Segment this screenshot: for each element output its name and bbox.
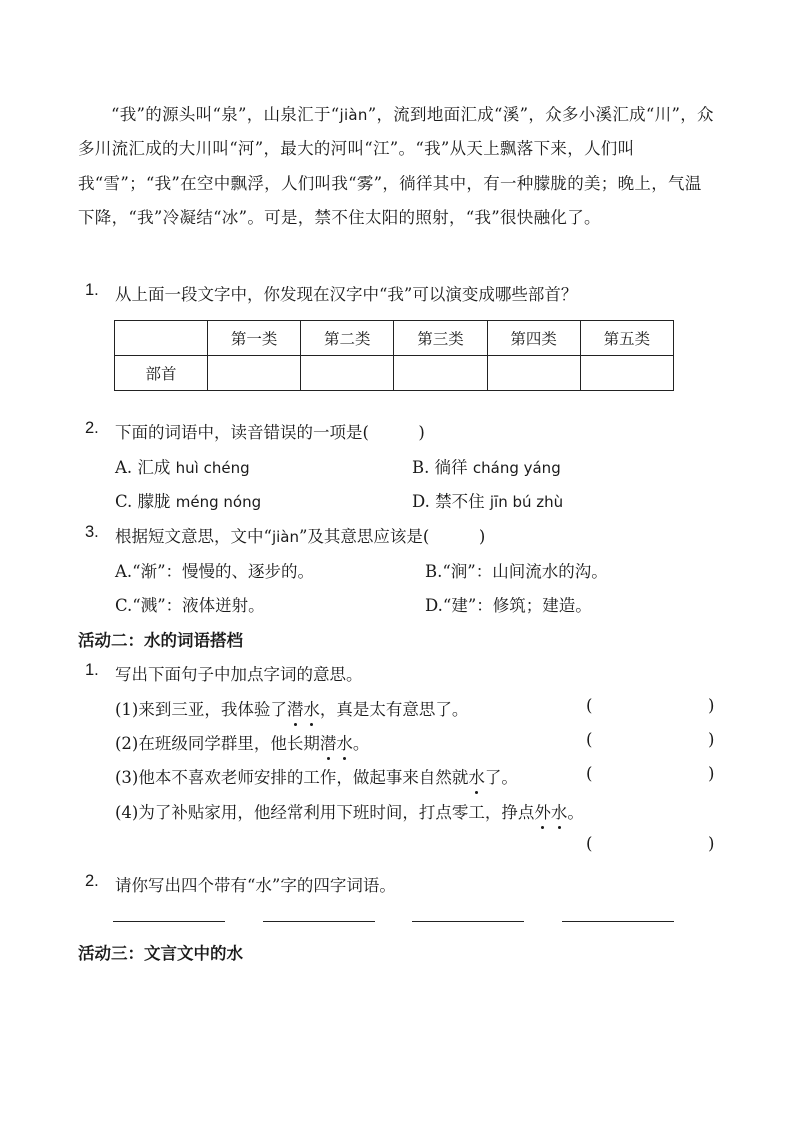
table-header-cell: 第一类 [208, 321, 301, 356]
passage-lead: “我”的源头叫“泉”，山泉汇于“ [111, 105, 340, 124]
q3-option-d[interactable]: D.“建”：修筑；建造。 [425, 596, 592, 615]
q3-option-c[interactable]: C.“溅”：液体迸射。 [115, 596, 265, 615]
table-header-cell: 第二类 [301, 321, 394, 356]
q3-text-b: ”及其意思应该是( ) [298, 527, 486, 546]
table-header-cell: 第四类 [487, 321, 580, 356]
dotted-char: 水 [336, 730, 353, 754]
option-pinyin: huì chéng [175, 459, 250, 477]
q3-option-a[interactable]: A.“渐”：慢慢的、逐步的。 [115, 562, 315, 581]
sentence-text: (2)在班级同学群里，他长期 [115, 734, 320, 753]
answer-cell[interactable] [208, 356, 301, 391]
radical-table-row [115, 356, 674, 391]
q2-option-c[interactable] [115, 488, 261, 512]
answer-cell[interactable] [301, 356, 394, 391]
option-label: A. 汇成 [115, 458, 171, 477]
q1-text: 从上面一段文字中，你发现在汉字中“我”可以演变成哪些部首？ [115, 285, 578, 304]
answer-open-bracket[interactable]: ( [586, 730, 593, 749]
sentence-item-1 [115, 696, 468, 720]
a2-q1-number: 1. [85, 661, 99, 679]
activity2-heading: 活动二：水的词语搭档 [78, 631, 243, 650]
radical-table-header-row [115, 321, 674, 356]
passage-rest: ”，流到地面汇成“溪”，众多小溪汇成“川”，众多川流汇成的大川叫“河”，最大的河叫“江”。“我”从天上飘落下来，人们叫我“雪”；“我”在空中飘浮，人们叫我“雾”，徜徉其中，有一种朦胧的美；晚上，气温下降，“我”冷凝结“冰”。可是，禁不住太阳的照射，“我”很快融化了。 [78, 105, 714, 228]
option-label: C. 朦胧 [115, 492, 171, 511]
dotted-char: 水 [551, 799, 568, 823]
answer-blank-1[interactable] [113, 920, 225, 922]
option-pinyin: jīn bú zhù [489, 493, 564, 511]
table-header-cell [115, 321, 208, 356]
sentence-text: 。 [352, 734, 370, 753]
radical-table [114, 320, 674, 391]
sentence-text: (3)他本不喜欢老师安排的工作，做起事来自然就 [115, 768, 469, 787]
q2-option-b[interactable] [412, 454, 561, 478]
option-label: B. 徜徉 [412, 458, 468, 477]
table-header-cell: 第三类 [394, 321, 487, 356]
q3-text [115, 523, 485, 547]
answer-cell[interactable] [394, 356, 487, 391]
q3-option-b[interactable]: B.“涧”：山间流水的沟。 [425, 562, 608, 581]
answer-blank-2[interactable] [263, 920, 375, 922]
dotted-char: 水 [303, 696, 320, 720]
sentence-item-4 [115, 799, 584, 823]
dotted-char: 水 [468, 764, 485, 788]
activity3-heading: 活动三：文言文中的水 [78, 944, 243, 963]
a2-q2-number: 2. [85, 872, 99, 890]
answer-close-bracket[interactable]: ) [708, 696, 715, 715]
sentence-text: 。 [567, 803, 584, 822]
table-row-label: 部首 [115, 356, 208, 391]
answer-open-bracket[interactable]: ( [586, 764, 593, 783]
answer-blank-4[interactable] [562, 920, 674, 922]
a2-q1-text: 写出下面句子中加点字词的意思。 [115, 665, 363, 684]
q2-option-d[interactable] [412, 488, 563, 512]
answer-cell[interactable] [580, 356, 673, 391]
sentence-text: 了。 [484, 768, 518, 787]
answer-close-bracket[interactable]: ) [708, 730, 715, 749]
answer-close-bracket[interactable]: ) [708, 834, 715, 853]
passage-pinyin: jiàn [339, 106, 368, 124]
answer-blank-3[interactable] [412, 920, 524, 922]
dotted-char: 潜 [287, 696, 304, 720]
sentence-text: (1)来到三亚，我体验了 [115, 700, 287, 719]
intro-passage [78, 98, 718, 236]
sentence-item-2 [115, 730, 369, 754]
q1-number: 1. [85, 281, 99, 299]
dotted-char: 潜 [320, 730, 337, 754]
a2-q2-text: 请你写出四个带有“水”字的四字词语。 [115, 876, 396, 895]
answer-cell[interactable] [487, 356, 580, 391]
sentence-text: ，真是太有意思了。 [319, 700, 469, 719]
q3-number: 3. [85, 523, 99, 541]
table-header-cell: 第五类 [580, 321, 673, 356]
option-label: D. 禁不住 [412, 492, 485, 511]
q2-text: 下面的词语中，读音错误的一项是( ) [115, 423, 425, 442]
answer-close-bracket[interactable]: ) [708, 764, 715, 783]
q3-text-a: 根据短文意思，文中“ [115, 527, 272, 546]
q2-number: 2. [85, 419, 99, 437]
sentence-text: (4)为了补贴家用，他经常利用下班时间，打点零工，挣点 [115, 803, 535, 822]
sentence-item-3 [115, 764, 518, 788]
option-pinyin: méng nóng [175, 493, 262, 511]
answer-open-bracket[interactable]: ( [586, 696, 593, 715]
dotted-char: 外 [534, 799, 551, 823]
q2-option-a[interactable] [115, 454, 250, 478]
q3-pinyin: jiàn [271, 528, 299, 546]
option-pinyin: cháng yáng [472, 459, 561, 477]
answer-open-bracket[interactable]: ( [586, 834, 593, 853]
